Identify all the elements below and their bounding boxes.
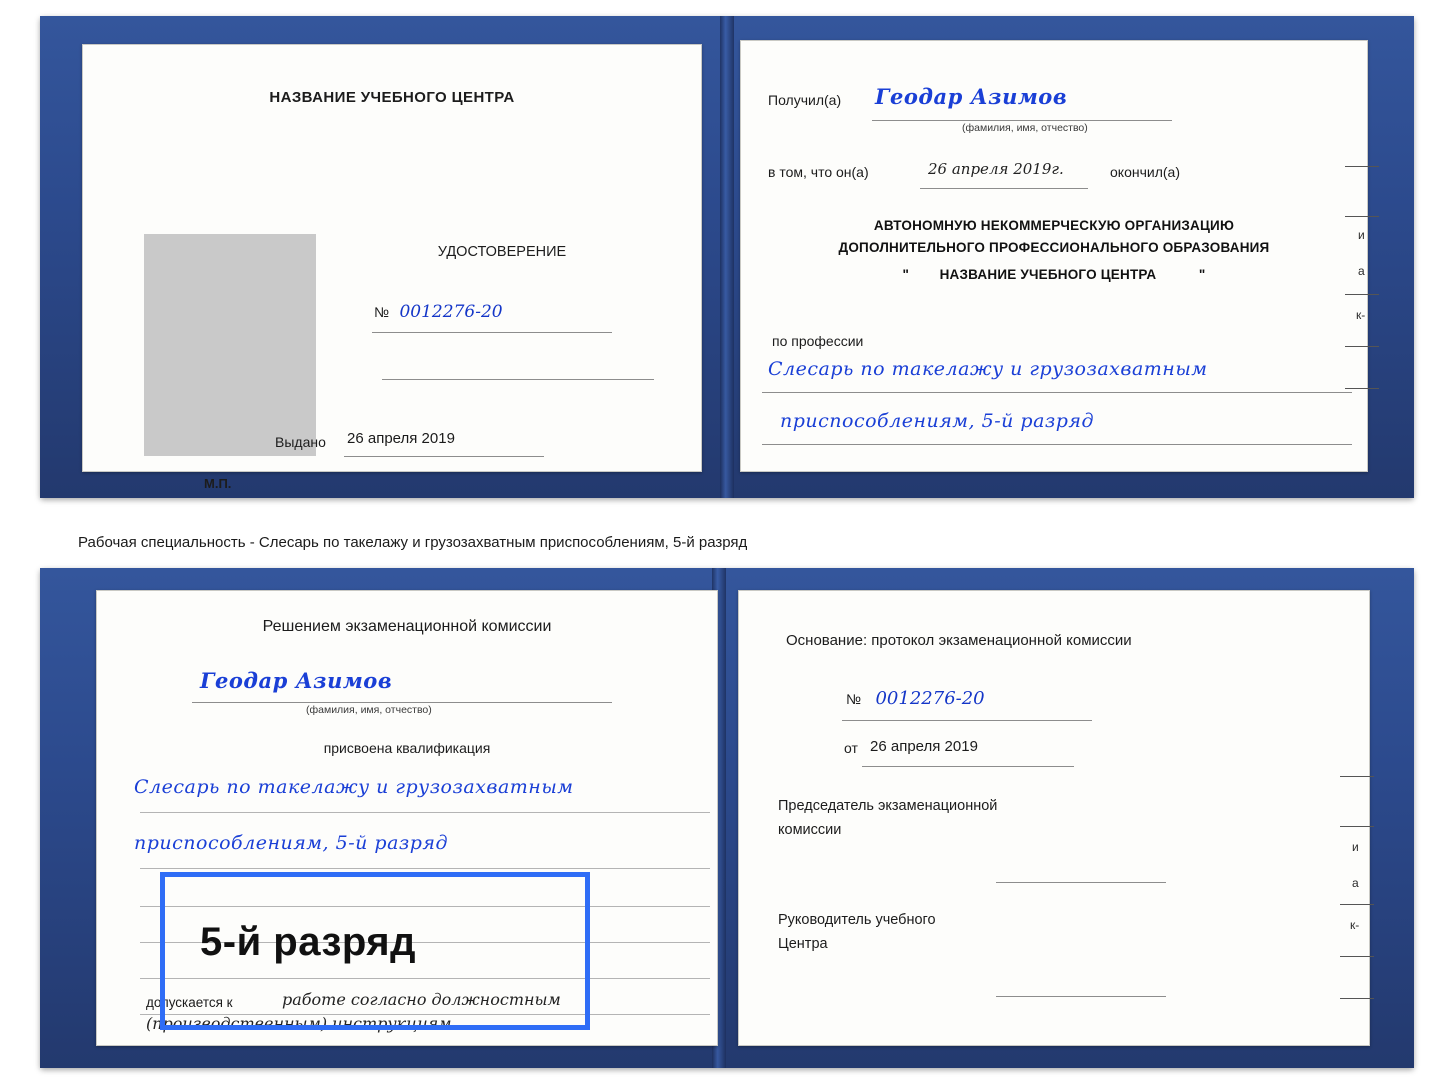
book-spine xyxy=(720,16,734,498)
that-he-label: в том, что он(а) xyxy=(768,164,869,180)
protocol-date: 26 апреля 2019 xyxy=(870,738,978,755)
profession-underline-2 xyxy=(762,444,1352,445)
photo-placeholder xyxy=(144,234,316,456)
certificate-number-row xyxy=(374,302,624,322)
edge-line-5 xyxy=(1345,388,1379,389)
finish-date: 26 апреля 2019г. xyxy=(928,160,1064,178)
head-signature-line xyxy=(996,996,1166,997)
graduate-name-underline xyxy=(192,702,612,703)
received-name: Геодар Азимов xyxy=(875,84,1068,109)
edge-line-b5 xyxy=(1340,998,1374,999)
edge-line-b1 xyxy=(1340,776,1374,777)
top-left-page xyxy=(82,44,702,491)
certificate-number: 0012276-20 xyxy=(399,302,503,322)
commission-decision-heading: Решением экзаменационной комиссии xyxy=(262,618,552,635)
top-right-page xyxy=(740,40,1368,472)
finished-label: окончил(а) xyxy=(1110,164,1180,180)
edge-line-b2 xyxy=(1340,826,1374,827)
protocol-number-row xyxy=(846,688,985,709)
page-border xyxy=(738,590,1370,1046)
edge-line-b3 xyxy=(1340,904,1374,905)
document-title: УДОСТОВЕРЕНИЕ xyxy=(437,244,567,260)
number-underline xyxy=(372,332,612,333)
bottom-right-page xyxy=(738,590,1370,1046)
edge-fragment-1: и xyxy=(1358,228,1365,242)
quote-open: " xyxy=(902,267,910,282)
number-symbol: № xyxy=(374,304,390,320)
profession-line-2: приспособлениям, 5-й разряд xyxy=(780,410,1095,432)
edge-line-2 xyxy=(1345,216,1379,217)
organization-line-1: АВТОНОМНУЮ НЕКОММЕРЧЕСКУЮ ОРГАНИЗАЦИЮ xyxy=(873,218,1235,233)
fio-hint-top: (фамилия, имя, отчество) xyxy=(962,122,1088,134)
qualification-rule-2 xyxy=(140,868,710,869)
qualification-rule-1 xyxy=(140,812,710,813)
protocol-date-label: от xyxy=(844,740,858,756)
admitted-label: допускается к xyxy=(146,995,233,1010)
received-name-underline xyxy=(872,120,1172,121)
graduate-name: Геодар Азимов xyxy=(200,668,393,693)
edge-fragment-b1: и xyxy=(1352,840,1359,854)
issued-date: 26 апреля 2019 xyxy=(347,430,455,447)
issued-label: Выдано xyxy=(275,434,326,450)
edge-fragment-3: к- xyxy=(1356,308,1366,322)
edge-fragment-b3: к- xyxy=(1350,918,1360,932)
organization-name-row xyxy=(740,266,1368,284)
protocol-number-symbol: № xyxy=(846,691,862,707)
head-line-2: Центра xyxy=(778,936,828,952)
protocol-date-underline xyxy=(862,766,1074,767)
edge-line-4 xyxy=(1345,346,1379,347)
rank-highlight-label: 5-й разряд xyxy=(200,920,416,964)
protocol-number: 0012276-20 xyxy=(875,688,985,709)
received-label: Получил(а) xyxy=(768,92,842,108)
issued-date-underline xyxy=(344,456,544,457)
admitted-line-2: (производственным) инструкциям xyxy=(146,1014,452,1033)
finish-date-underline xyxy=(920,188,1088,189)
fio-hint-bottom: (фамилия, имя, отчество) xyxy=(306,704,432,716)
edge-line-3 xyxy=(1345,294,1379,295)
qualification-label: присвоена квалификация xyxy=(323,740,491,756)
chairman-line-1: Председатель экзаменационной xyxy=(778,798,998,814)
organization-name: НАЗВАНИЕ УЧЕБНОГО ЦЕНТРА xyxy=(939,267,1157,282)
profession-underline-1 xyxy=(762,392,1352,393)
stamp-label: М.П. xyxy=(204,476,232,491)
certificate-top-spread xyxy=(40,16,1414,498)
edge-line-b4 xyxy=(1340,956,1374,957)
head-line-1: Руководитель учебного xyxy=(778,912,936,928)
edge-fragment-2: а xyxy=(1358,264,1365,278)
admitted-line-1: работе согласно должностным xyxy=(282,990,561,1009)
qualification-line-1: Слесарь по такелажу и грузозахватным xyxy=(134,776,574,798)
edge-line-1 xyxy=(1345,166,1379,167)
quote-close: " xyxy=(1198,267,1206,282)
organization-line-2: ДОПОЛНИТЕЛЬНОГО ПРОФЕССИОНАЛЬНОГО ОБРАЗОВАНИЯ xyxy=(838,240,1270,255)
chairman-line-2: комиссии xyxy=(778,822,842,838)
edge-fragment-b2: а xyxy=(1352,876,1359,890)
page-caption: Рабочая специальность - Слесарь по такелажу и грузозахватным приспособлениям, 5-й разряд xyxy=(78,534,748,551)
training-center-name-top-left: НАЗВАНИЕ УЧЕБНОГО ЦЕНТРА xyxy=(269,89,515,106)
profession-label: по профессии xyxy=(772,333,864,349)
protocol-number-underline xyxy=(842,720,1092,721)
basis-label: Основание: протокол экзаменационной комиссии xyxy=(786,632,1132,649)
qualification-line-2: приспособлениям, 5-й разряд xyxy=(134,832,449,854)
profession-line-1: Слесарь по такелажу и грузозахватным xyxy=(768,358,1208,380)
blank-line-1 xyxy=(382,379,654,380)
chairman-signature-line xyxy=(996,882,1166,883)
